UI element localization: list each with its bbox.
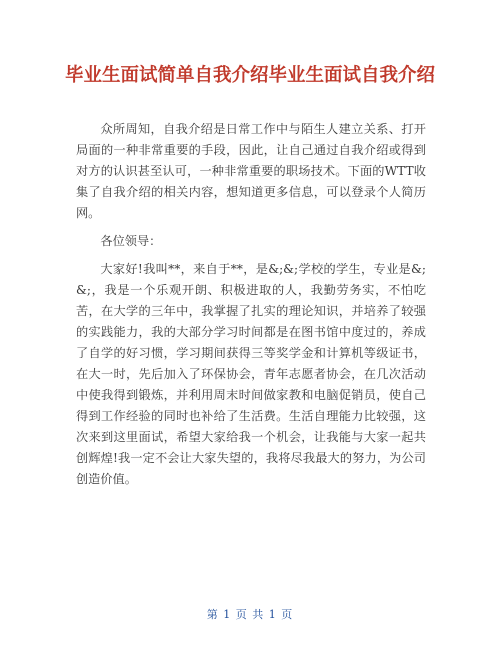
- document-body: [76, 119, 426, 490]
- salutation-paragraph: 各位领导：: [100, 234, 162, 248]
- intro-paragraph: 众所周知，自我介绍是日常工作中与陌生人建立关系、打开局面的一种非常重要的手段，因此，让自己通过自我介绍或得到对方的认识甚至认可，一种非常重要的职场技术。下面的WTT收集了自我介绍的相关内容，想知道更多信息，可以登录个人简历网。: [76, 122, 426, 220]
- document-title: 毕业生面试简单自我介绍毕业生面试自我介绍: [64, 65, 435, 86]
- page-footer: 第 1 页 共 1 页: [206, 608, 294, 621]
- self-introduction-paragraph: 大家好!我叫**，来自于**，是&;&;学校的学生，专业是&;&;，我是一个乐观开朗、积极进取的人，我勤劳务实，不怕吃苦，在大学的三年中，我掌握了扎实的理论知识，并培养了较强的实践能力，我的大部分学习时间都是在图书馆中度过的，养成了自学的好习惯，学习期间获得三等奖学金和计算机等级证书，在大一时，先后加入了环保协会，青年志愿者协会，在几次活动中使我得到锻炼，并利用周末时间做家教和电脑促销员，使自己得到工作经验的同时也补给了生活费。生活自理能力比较强，这次来到这里面试，希望大家给我一个机会，让我能与大家一起共创辉煌!我一定不会让大家失望的，我将尽我最大的努力，为公司创造价值。: [76, 262, 426, 486]
